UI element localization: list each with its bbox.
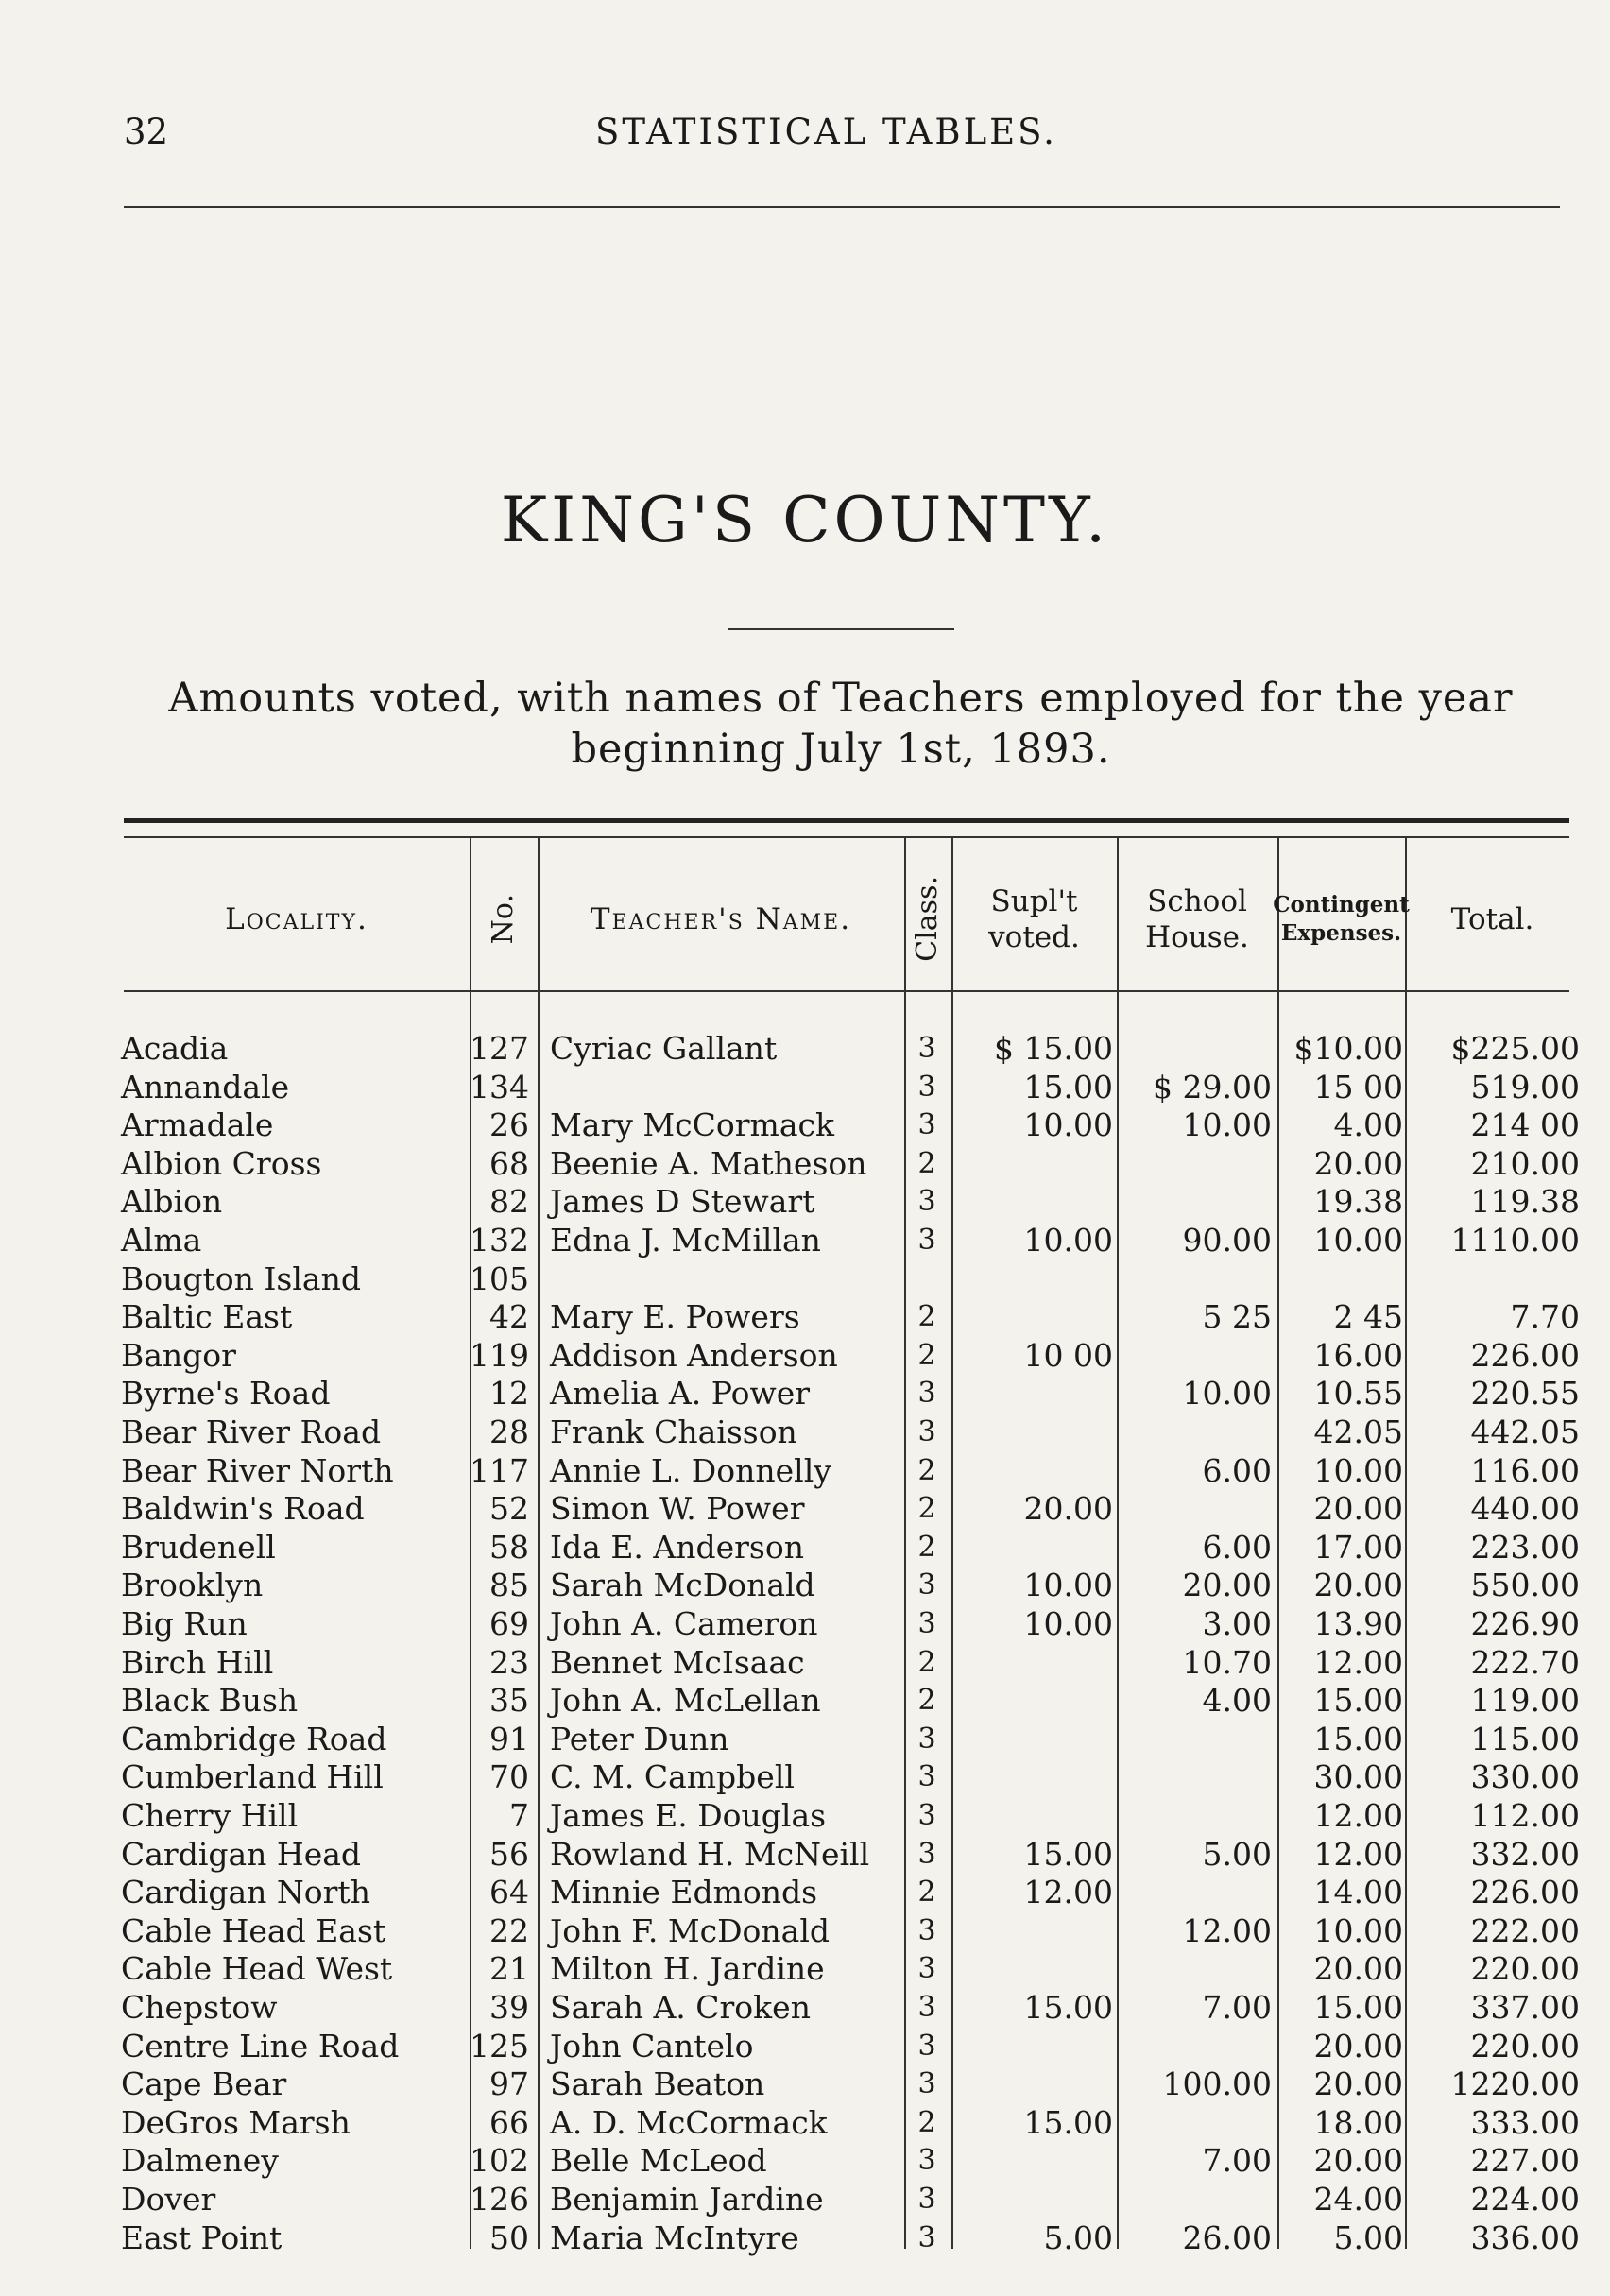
table-row (0, 2142, 1610, 2181)
class-cell: 3 (917, 1607, 936, 1640)
school-house-cell: 6.00 (1202, 1528, 1272, 1566)
total-cell: 519.00 (1470, 1068, 1580, 1105)
contingent-expenses-cell: 20.00 (1313, 1144, 1403, 1182)
total-cell: 1110.00 (1450, 1222, 1580, 1259)
contingent-expenses-cell: 18.00 (1313, 2103, 1403, 2141)
total-cell: 220.00 (1470, 1950, 1580, 1988)
teacher-name-cell: Maria McIntyre (550, 2219, 799, 2256)
locality-cell: Cherry Hill (121, 1797, 299, 1834)
class-cell: 2 (917, 1492, 936, 1526)
class-cell: 2 (917, 1453, 936, 1487)
suplt-voted-cell: 15.00 (1023, 2103, 1113, 2141)
suplt-voted-cell: 12.00 (1023, 1874, 1113, 1911)
number-cell: 39 (489, 1989, 529, 2026)
teacher-name-cell: Frank Chaisson (550, 1414, 797, 1450)
class-cell: 2 (917, 2105, 936, 2139)
number-cell: 68 (489, 1144, 529, 1182)
school-house-cell: 7.00 (1202, 1989, 1272, 2026)
total-cell: 222.70 (1470, 1643, 1580, 1681)
class-cell: 3 (917, 1568, 936, 1602)
suplt-voted-cell: 10.00 (1023, 1605, 1113, 1642)
locality-cell: Centre Line Road (121, 2027, 400, 2065)
school-house-cell: 3.00 (1202, 1605, 1272, 1642)
table-row (0, 1183, 1610, 1222)
header-suplt-voted (951, 855, 1117, 983)
contingent-expenses-cell: 24.00 (1313, 2181, 1403, 2218)
locality-cell: Cambridge Road (121, 1720, 387, 1757)
contingent-expenses-cell: 20.00 (1313, 2027, 1403, 2065)
table-row (0, 1950, 1610, 1989)
contingent-expenses-cell: 15.00 (1313, 1720, 1403, 1757)
class-cell: 2 (917, 1530, 936, 1564)
class-cell: 3 (917, 1837, 936, 1871)
teacher-name-cell: Sarah A. Croken (550, 1989, 811, 2026)
total-cell: 226.90 (1470, 1605, 1580, 1642)
suplt-voted-cell: 10.00 (1023, 1106, 1113, 1144)
contingent-expenses-cell: $10.00 (1293, 1030, 1403, 1067)
teacher-name-cell: Beenie A. Matheson (550, 1144, 867, 1182)
subtitle-line-2: beginning July 1st, 1893. (571, 726, 1111, 773)
locality-cell: Albion Cross (121, 1144, 322, 1182)
table-row (0, 1797, 1610, 1836)
locality-cell: East Point (121, 2219, 283, 2256)
number-cell: 23 (489, 1643, 529, 1681)
class-cell: 3 (917, 1032, 936, 1065)
locality-cell: Bear River Road (121, 1414, 382, 1450)
contingent-expenses-cell: 10.00 (1313, 1451, 1403, 1489)
number-cell: 125 (470, 2027, 529, 2065)
class-cell: 2 (917, 1146, 936, 1180)
total-cell: 330.00 (1470, 1758, 1580, 1796)
contingent-expenses-cell: 10.00 (1313, 1911, 1403, 1949)
contingent-expenses-cell: 10.00 (1313, 1222, 1403, 1259)
teacher-name-cell: Cyriac Gallant (550, 1030, 778, 1067)
table-row (0, 1375, 1610, 1414)
teacher-name-cell: John F. McDonald (550, 1911, 831, 1949)
number-cell: 56 (489, 1835, 529, 1873)
class-cell: 3 (917, 1799, 936, 1832)
number-cell: 28 (489, 1414, 529, 1450)
locality-cell: Cable Head West (121, 1950, 393, 1988)
contingent-expenses-cell: 42.05 (1313, 1414, 1403, 1450)
contingent-expenses-cell: 30.00 (1313, 1758, 1403, 1796)
teacher-name-cell: Edna J. McMillan (550, 1222, 821, 1259)
suplt-voted-cell: 5.00 (1043, 2219, 1113, 2256)
class-cell: 3 (917, 1415, 936, 1448)
suplt-voted-cell: 10.00 (1023, 1567, 1113, 1604)
total-cell: 227.00 (1470, 2142, 1580, 2180)
locality-cell: Acadia (121, 1030, 229, 1067)
number-cell: 126 (470, 2181, 529, 2218)
header-suplt-line-2: voted. (988, 919, 1080, 954)
contingent-expenses-cell: 4.00 (1333, 1106, 1403, 1144)
school-house-cell: 7.00 (1202, 2142, 1272, 2180)
table-row (0, 1836, 1610, 1875)
suplt-voted-cell: 10.00 (1023, 1222, 1113, 1259)
locality-cell: Big Run (121, 1605, 248, 1642)
teacher-name-cell: Mary McCormack (550, 1106, 834, 1144)
table-row (0, 1644, 1610, 1683)
school-house-cell: 100.00 (1162, 2065, 1272, 2103)
total-cell: 116.00 (1470, 1451, 1580, 1489)
school-house-cell: 10.00 (1182, 1106, 1272, 1144)
locality-cell: Armadale (121, 1106, 274, 1144)
contingent-expenses-cell: 2 45 (1333, 1298, 1403, 1336)
number-cell: 64 (489, 1874, 529, 1911)
locality-cell: Chepstow (121, 1989, 278, 2026)
table-row (0, 1912, 1610, 1951)
locality-cell: Bear River North (121, 1451, 394, 1489)
locality-cell: Brudenell (121, 1528, 276, 1566)
number-cell: 132 (470, 1222, 529, 1259)
locality-cell: DeGros Marsh (121, 2103, 351, 2141)
table-row (0, 1414, 1610, 1452)
class-cell: 3 (917, 1760, 936, 1794)
locality-cell: Cardigan Head (121, 1835, 362, 1873)
table-row (0, 1069, 1610, 1107)
teacher-name-cell: Rowland H. McNeill (550, 1835, 870, 1873)
header-school-line-2: House. (1145, 919, 1249, 954)
class-cell: 3 (917, 1070, 936, 1104)
table-row (0, 1490, 1610, 1529)
teacher-name-cell: John A. Cameron (550, 1605, 818, 1642)
number-cell: 102 (470, 2142, 529, 2180)
class-cell: 2 (917, 1645, 936, 1679)
teacher-name-cell: Peter Dunn (550, 1720, 729, 1757)
number-cell: 12 (489, 1375, 529, 1413)
contingent-expenses-cell: 12.00 (1313, 1643, 1403, 1681)
teacher-name-cell: John Cantelo (550, 2027, 754, 2065)
teacher-name-cell: Belle McLeod (550, 2142, 767, 2180)
total-cell: 336.00 (1470, 2219, 1580, 2256)
total-cell: 1220.00 (1450, 2065, 1580, 2103)
locality-cell: Bangor (121, 1336, 236, 1374)
table-row (0, 1605, 1610, 1644)
header-class (904, 855, 951, 983)
contingent-expenses-cell: 19.38 (1313, 1183, 1403, 1221)
total-cell: 442.05 (1470, 1414, 1580, 1450)
suplt-voted-cell: $ 15.00 (994, 1030, 1113, 1067)
school-house-cell: 10.00 (1182, 1375, 1272, 1413)
class-cell: 2 (917, 1338, 936, 1372)
teacher-name-cell: Ida E. Anderson (550, 1528, 804, 1566)
teacher-name-cell: Mary E. Powers (550, 1298, 800, 1336)
locality-cell: Cardigan North (121, 1874, 370, 1911)
class-cell: 3 (917, 2183, 936, 2216)
contingent-expenses-cell: 17.00 (1313, 1528, 1403, 1566)
school-house-cell: 10.70 (1182, 1643, 1272, 1681)
contingent-expenses-cell: 20.00 (1313, 1567, 1403, 1604)
school-house-cell: 5 25 (1202, 1298, 1272, 1336)
header-bottom-rule (124, 990, 1569, 992)
locality-cell: Cape Bear (121, 2065, 287, 2103)
contingent-expenses-cell: 20.00 (1313, 2065, 1403, 2103)
total-cell: 224.00 (1470, 2181, 1580, 2218)
class-cell: 3 (917, 1991, 936, 2024)
class-cell: 3 (917, 1185, 936, 1219)
class-cell: 3 (917, 1722, 936, 1756)
table-row (0, 2104, 1610, 2143)
teacher-name-cell: Bennet McIsaac (550, 1643, 805, 1681)
table-row (0, 2181, 1610, 2219)
table-row (0, 1298, 1610, 1337)
number-cell: 42 (489, 1298, 529, 1336)
number-cell: 70 (489, 1758, 529, 1796)
number-cell: 52 (489, 1490, 529, 1528)
table-row (0, 1337, 1610, 1376)
number-cell: 127 (470, 1030, 529, 1067)
school-house-cell: 5.00 (1202, 1835, 1272, 1873)
class-cell: 2 (917, 1876, 936, 1910)
class-cell: 3 (917, 2029, 936, 2063)
total-cell: 119.38 (1470, 1183, 1580, 1221)
locality-cell: Brooklyn (121, 1567, 264, 1604)
table-row (0, 1030, 1610, 1069)
table-row (0, 1758, 1610, 1797)
table-row (0, 1682, 1610, 1721)
teacher-name-cell: Milton H. Jardine (550, 1950, 825, 1988)
suplt-voted-cell: 15.00 (1023, 1068, 1113, 1105)
suplt-voted-cell: 15.00 (1023, 1835, 1113, 1873)
header-contingent-expenses (1273, 855, 1410, 983)
number-cell: 35 (489, 1682, 529, 1720)
subtitle-line-1: Amounts voted, with names of Teachers employed for the year (168, 675, 1514, 722)
class-cell: 3 (917, 1913, 936, 1947)
table-row (0, 2065, 1610, 2104)
contingent-expenses-cell: 16.00 (1313, 1336, 1403, 1374)
class-cell: 3 (917, 2067, 936, 2101)
contingent-expenses-cell: 15.00 (1313, 1682, 1403, 1720)
header-locality: Locality. (225, 901, 368, 936)
header-school-line-1: School (1147, 883, 1247, 918)
contingent-expenses-cell: 15 00 (1313, 1068, 1403, 1105)
contingent-expenses-cell: 20.00 (1313, 2142, 1403, 2180)
contingent-expenses-cell: 14.00 (1313, 1874, 1403, 1911)
header-no (470, 855, 538, 983)
number-cell: 91 (489, 1720, 529, 1757)
running-head: STATISTICAL TABLES. (595, 111, 1057, 152)
header-school-house (1117, 855, 1277, 983)
table-row (0, 1874, 1610, 1912)
total-cell: 220.55 (1470, 1375, 1580, 1413)
number-cell: 50 (489, 2219, 529, 2256)
total-cell: 440.00 (1470, 1490, 1580, 1528)
teacher-name-cell: John A. McLellan (550, 1682, 821, 1720)
table-row (0, 2219, 1610, 2258)
total-cell: 332.00 (1470, 1835, 1580, 1873)
total-cell: 550.00 (1470, 1567, 1580, 1604)
number-cell: 105 (470, 1259, 529, 1297)
contingent-expenses-cell: 13.90 (1313, 1605, 1403, 1642)
total-cell: 115.00 (1470, 1720, 1580, 1757)
number-cell: 22 (489, 1911, 529, 1949)
title-rule (728, 628, 954, 630)
header-contingent-line-1: Contingent (1273, 891, 1410, 917)
locality-cell: Albion (121, 1183, 223, 1221)
contingent-expenses-cell: 12.00 (1313, 1835, 1403, 1873)
header-suplt-line-1: Supl't (990, 883, 1078, 918)
class-cell: 3 (917, 2144, 936, 2178)
locality-cell: Dalmeney (121, 2142, 279, 2180)
header-rule (124, 206, 1560, 208)
locality-cell: Byrne's Road (121, 1375, 331, 1413)
number-cell: 97 (489, 2065, 529, 2103)
total-cell: 226.00 (1470, 1874, 1580, 1911)
school-house-cell: 12.00 (1182, 1911, 1272, 1949)
total-cell: 333.00 (1470, 2103, 1580, 2141)
number-cell: 119 (470, 1336, 529, 1374)
teacher-name-cell: Amelia A. Power (550, 1375, 811, 1413)
contingent-expenses-cell: 12.00 (1313, 1797, 1403, 1834)
teacher-name-cell: James E. Douglas (550, 1797, 827, 1834)
teacher-name-cell: C. M. Campbell (550, 1758, 795, 1796)
table-row (0, 1145, 1610, 1184)
table-row (0, 1452, 1610, 1491)
number-cell: 82 (489, 1183, 529, 1221)
contingent-expenses-cell: 5.00 (1333, 2219, 1403, 2256)
class-cell: 3 (917, 1952, 936, 1986)
teacher-name-cell: Simon W. Power (550, 1490, 805, 1528)
total-cell: 112.00 (1470, 1797, 1580, 1834)
number-cell: 58 (489, 1528, 529, 1566)
class-cell: 2 (917, 1300, 936, 1334)
table-row (0, 1106, 1610, 1145)
number-cell: 66 (489, 2103, 529, 2141)
class-cell: 2 (917, 1684, 936, 1718)
number-cell: 117 (470, 1451, 529, 1489)
class-cell: 3 (917, 1108, 936, 1142)
table-row (0, 1529, 1610, 1568)
table-row (0, 1989, 1610, 2028)
class-cell: 3 (917, 1377, 936, 1411)
header-class-label: Class. (911, 876, 944, 962)
table-top-rule-thick (124, 818, 1569, 823)
table-row (0, 1567, 1610, 1605)
locality-cell: Baldwin's Road (121, 1490, 365, 1528)
school-house-cell: 6.00 (1202, 1451, 1272, 1489)
locality-cell: Black Bush (121, 1682, 299, 1720)
locality-cell: Alma (121, 1222, 202, 1259)
locality-cell: Birch Hill (121, 1643, 274, 1681)
table-row (0, 1260, 1610, 1299)
number-cell: 21 (489, 1950, 529, 1988)
total-cell: 119.00 (1470, 1682, 1580, 1720)
class-cell: 3 (917, 1224, 936, 1257)
total-cell: 337.00 (1470, 1989, 1580, 2026)
number-cell: 85 (489, 1567, 529, 1604)
total-cell: 223.00 (1470, 1528, 1580, 1566)
locality-cell: Annandale (121, 1068, 290, 1105)
county-title: KING'S COUNTY. (500, 484, 1110, 557)
table-row (0, 2028, 1610, 2066)
suplt-voted-cell: 20.00 (1023, 1490, 1113, 1528)
suplt-voted-cell: 15.00 (1023, 1989, 1113, 2026)
total-cell: $225.00 (1450, 1030, 1580, 1067)
school-house-cell: $ 29.00 (1153, 1068, 1272, 1105)
total-cell: 210.00 (1470, 1144, 1580, 1182)
school-house-cell: 4.00 (1202, 1682, 1272, 1720)
teacher-name-cell: Sarah McDonald (550, 1567, 815, 1604)
page-number: 32 (124, 111, 169, 152)
contingent-expenses-cell: 10.55 (1313, 1375, 1403, 1413)
locality-cell: Bougton Island (121, 1259, 361, 1297)
teacher-name-cell: Benjamin Jardine (550, 2181, 824, 2218)
header-contingent-line-2: Expenses. (1280, 919, 1402, 946)
suplt-voted-cell: 10 00 (1023, 1336, 1113, 1374)
teacher-name-cell: Annie L. Donnelly (550, 1451, 831, 1489)
contingent-expenses-cell: 20.00 (1313, 1950, 1403, 1988)
number-cell: 69 (489, 1605, 529, 1642)
teacher-name-cell: Sarah Beaton (550, 2065, 765, 2103)
number-cell: 26 (489, 1106, 529, 1144)
total-cell: 226.00 (1470, 1336, 1580, 1374)
contingent-expenses-cell: 15.00 (1313, 1989, 1403, 2026)
teacher-name-cell: A. D. McCormack (550, 2103, 828, 2141)
locality-cell: Cumberland Hill (121, 1758, 384, 1796)
number-cell: 134 (470, 1068, 529, 1105)
total-cell: 222.00 (1470, 1911, 1580, 1949)
header-no-label: No. (487, 893, 520, 945)
contingent-expenses-cell: 20.00 (1313, 1490, 1403, 1528)
table-row (0, 1721, 1610, 1759)
teacher-name-cell: James D Stewart (550, 1183, 815, 1221)
subtitle (113, 673, 1568, 775)
locality-cell: Cable Head East (121, 1911, 386, 1949)
header-total: Total. (1450, 901, 1534, 936)
table-row (0, 1222, 1610, 1260)
locality-cell: Dover (121, 2181, 216, 2218)
total-cell: 7.70 (1510, 1298, 1580, 1336)
number-cell: 7 (509, 1797, 529, 1834)
school-house-cell: 90.00 (1182, 1222, 1272, 1259)
total-cell: 220.00 (1470, 2027, 1580, 2065)
school-house-cell: 26.00 (1182, 2219, 1272, 2256)
table-top-rule-thin (124, 836, 1569, 838)
locality-cell: Baltic East (121, 1298, 293, 1336)
teacher-name-cell: Minnie Edmonds (550, 1874, 818, 1911)
header-teacher-name: Teacher's Name. (590, 901, 852, 936)
total-cell: 214 00 (1470, 1106, 1580, 1144)
teacher-name-cell: Addison Anderson (550, 1336, 838, 1374)
school-house-cell: 20.00 (1182, 1567, 1272, 1604)
class-cell: 3 (917, 2220, 936, 2254)
